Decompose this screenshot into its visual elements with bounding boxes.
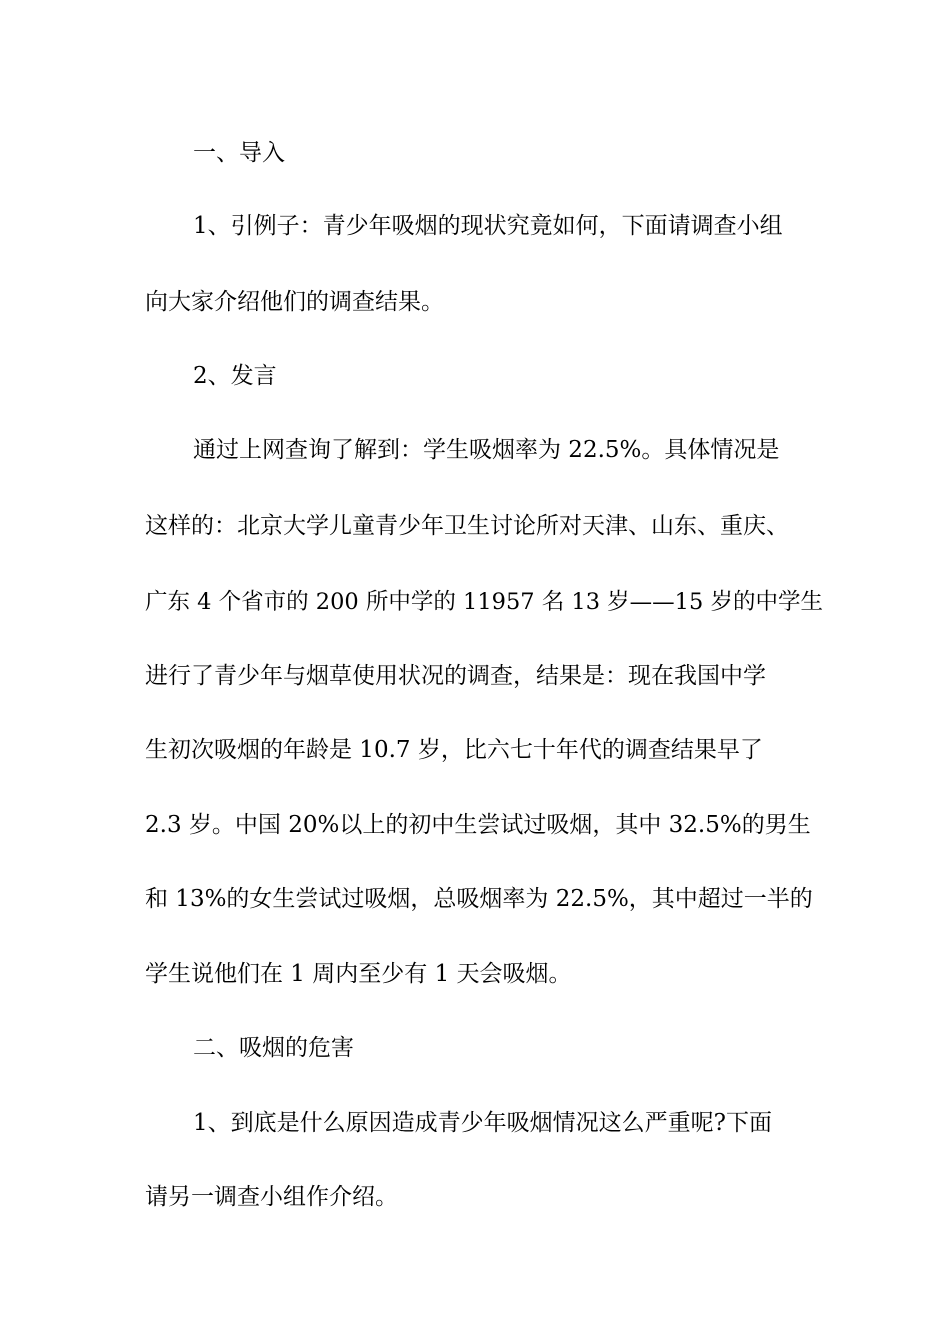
paragraph-line: 请另一调查小组作介绍。 [145,1184,398,1210]
paragraph-line: 进行了青少年与烟草使用状况的调查，结果是：现在我国中学 [145,663,766,689]
paragraph-line: 1、到底是什么原因造成青少年吸烟情况这么严重呢?下面 [193,1110,772,1136]
paragraph-line: 生初次吸烟的年龄是 10.7 岁，比六七十年代的调查结果早了 [145,737,763,763]
paragraph-line: 广东 4 个省市的 200 所中学的 11957 名 13 岁——15 岁的中学生 [145,589,823,615]
section-heading-intro: 一、导入 [193,140,285,166]
section-heading-harm: 二、吸烟的危害 [193,1035,354,1061]
paragraph-line: 这样的：北京大学儿童青少年卫生讨论所对天津、山东、重庆、 [145,513,789,539]
paragraph-line: 学生说他们在 1 周内至少有 1 天会吸烟。 [145,961,572,987]
paragraph-line: 向大家介绍他们的调查结果。 [145,289,444,315]
paragraph-line: 通过上网查询了解到：学生吸烟率为 22.5%。具体情况是 [193,437,780,463]
paragraph-line: 1、引例子：青少年吸烟的现状究竟如何，下面请调查小组 [193,213,783,239]
paragraph-line: 和 13%的女生尝试过吸烟，总吸烟率为 22.5%，其中超过一半的 [145,886,813,912]
subheading-speech: 2、发言 [193,363,277,389]
paragraph-line: 2.3 岁。中国 20%以上的初中生尝试过吸烟，其中 32.5%的男生 [145,812,811,838]
